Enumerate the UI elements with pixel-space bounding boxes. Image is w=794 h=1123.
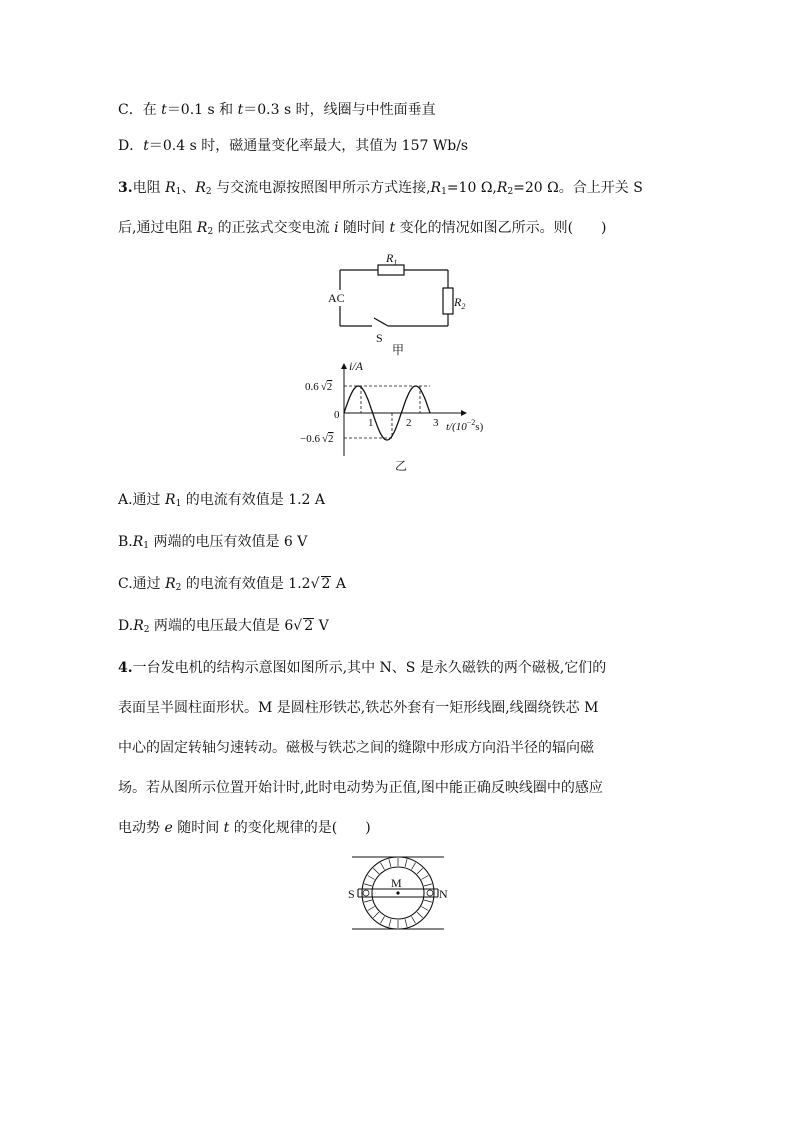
q2-option-c <box>118 100 436 120</box>
field-line <box>389 919 391 927</box>
circuit-diagram <box>320 250 480 360</box>
var-e: e <box>164 820 173 836</box>
text: 随时间 <box>172 820 224 836</box>
subscript: 1 <box>175 187 182 197</box>
y-max-label: 0.6 √2 <box>305 381 333 393</box>
subscript: 2 <box>207 227 214 237</box>
field-line <box>373 912 379 918</box>
text: D. <box>118 618 134 634</box>
text: 一台发电机的结构示意图如图所示,其中 N、S 是永久磁铁的两个磁极,它们的 <box>132 660 607 676</box>
r2-label: $R_2$ <box>454 295 466 311</box>
text: 的电流有效值是 1.2 <box>181 576 311 592</box>
text: C.通过 <box>118 576 166 592</box>
q2-option-d <box>118 136 468 156</box>
text: =10 Ω, <box>446 180 497 196</box>
subscript: 2 <box>205 187 212 197</box>
text: 随时间 <box>338 220 390 236</box>
var-i: i <box>334 220 339 236</box>
text: 两端的电压有效值是 6 V <box>149 534 308 550</box>
subscript: 1 <box>175 499 182 509</box>
var-r: R <box>165 576 176 592</box>
text: V <box>314 618 329 634</box>
text: 与交流电源按照图甲所示方式连接, <box>211 180 431 196</box>
var-r: R <box>430 180 442 196</box>
q3-option-c: C.通过 $R_2$ 的电流有效值是 1.2√ 2 A <box>118 576 346 593</box>
var-t: t <box>389 220 396 236</box>
generator-diagram <box>340 852 460 934</box>
q3-option-b <box>118 532 307 556</box>
field-line <box>364 900 372 902</box>
text: C．在 <box>118 102 162 118</box>
text: 、 <box>181 180 196 196</box>
figure-caption-yi: 乙 <box>395 459 408 473</box>
text: 电阻 <box>132 180 166 196</box>
figure-caption-jia: 甲 <box>392 343 405 357</box>
field-line <box>381 916 385 923</box>
subscript: 2 <box>507 187 514 197</box>
q4-stem-line2: 表面呈半圆柱面形状。M 是圆柱形铁芯,铁芯外套有一矩形线圈,线圈绕铁芯 M <box>118 700 599 716</box>
text: ＝0.4 s 时，磁通量变化率最大，其值为 157 Wb/s <box>148 138 469 154</box>
s-pole-label: S <box>348 887 355 901</box>
var-t: t <box>161 102 167 118</box>
field-line <box>421 876 428 880</box>
ac-source-label: AC <box>328 291 345 305</box>
current-time-graph <box>296 358 506 478</box>
question-number: 3. <box>118 180 133 196</box>
var-r: R <box>165 492 176 508</box>
origin-label: 0 <box>334 409 340 421</box>
x-tick-3: 3 <box>433 417 439 429</box>
q4-stem-line4: 场。若从图所示位置开始计时,此时电动势为正值,图中能正确反映线圈中的感应 <box>118 780 603 796</box>
var-r: R <box>133 618 144 634</box>
field-line <box>364 884 372 886</box>
text: 的电流有效值是 1.2 A <box>181 492 326 508</box>
text: D． <box>118 138 144 154</box>
field-line <box>368 907 375 911</box>
x-axis-label: $t/(10^{-2}s)$ <box>446 418 484 433</box>
text: 变化的情况如图乙所示。则( ) <box>395 220 607 236</box>
q4-stem-line1 <box>118 658 606 678</box>
field-line <box>389 859 391 867</box>
subscript: 1 <box>143 541 150 551</box>
field-line <box>417 868 423 874</box>
text: ＝0.1 s 和 <box>166 102 238 118</box>
q3-option-a <box>118 490 325 514</box>
q3-option-d: $D.R_2$ 两端的电压最大值是 6√ 2 V <box>118 618 329 635</box>
x-tick-1: 1 <box>368 417 374 429</box>
var-r: R <box>496 180 508 196</box>
y-min-label: −0.6 √2 <box>300 433 334 445</box>
subscript: 2 <box>143 625 150 635</box>
field-line <box>412 863 416 870</box>
text: 的正弦式交变电流 <box>213 220 335 236</box>
n-pole-label: N <box>439 887 448 901</box>
sqrt-radicand: 2 <box>321 576 331 592</box>
var-t: t <box>223 820 230 836</box>
var-t: t <box>237 102 244 118</box>
q3-stem-line2 <box>118 218 607 242</box>
field-line <box>424 884 432 886</box>
text: 的变化规律的是( ) <box>229 820 371 836</box>
y-axis-label: i/A <box>349 359 363 373</box>
text: 后,通过电阻 <box>118 220 197 236</box>
q3-stem-line1 <box>118 178 643 202</box>
sqrt-radicand: 2 <box>304 618 314 634</box>
core-m-label: M <box>391 876 402 890</box>
field-line <box>405 919 407 927</box>
text: 两端的电压最大值是 6 <box>149 618 294 634</box>
text: 电动势 <box>118 820 165 836</box>
field-line <box>368 876 375 880</box>
field-line <box>412 916 416 923</box>
field-line <box>405 859 407 867</box>
switch-label: S <box>376 331 383 345</box>
subscript: 2 <box>175 583 182 593</box>
q4-stem-line5 <box>118 818 371 838</box>
field-line <box>424 900 432 902</box>
text: B. <box>118 534 133 550</box>
q4-stem-line3: 中心的固定转轴匀速转动。磁极与铁芯之间的缝隙中形成方向沿半径的辐向磁 <box>118 740 594 756</box>
r1-label: $R_1$ <box>386 251 398 267</box>
field-line <box>417 912 423 918</box>
var-r: R <box>165 180 176 196</box>
var-r: R <box>195 180 206 196</box>
subscript: 1 <box>441 187 447 197</box>
text: =20 Ω。合上开关 S <box>513 180 643 196</box>
var-r: R <box>196 220 208 236</box>
field-line <box>373 868 379 874</box>
field-line <box>381 863 385 870</box>
var-r: R <box>132 534 144 550</box>
text: ＝0.3 s 时，线圈与中性面垂直 <box>243 102 436 118</box>
question-number: 4. <box>118 660 133 676</box>
text: A <box>331 576 346 592</box>
var-t: t <box>143 138 149 154</box>
text: A.通过 <box>118 492 166 508</box>
x-tick-2: 2 <box>406 417 412 429</box>
field-line <box>421 907 428 911</box>
